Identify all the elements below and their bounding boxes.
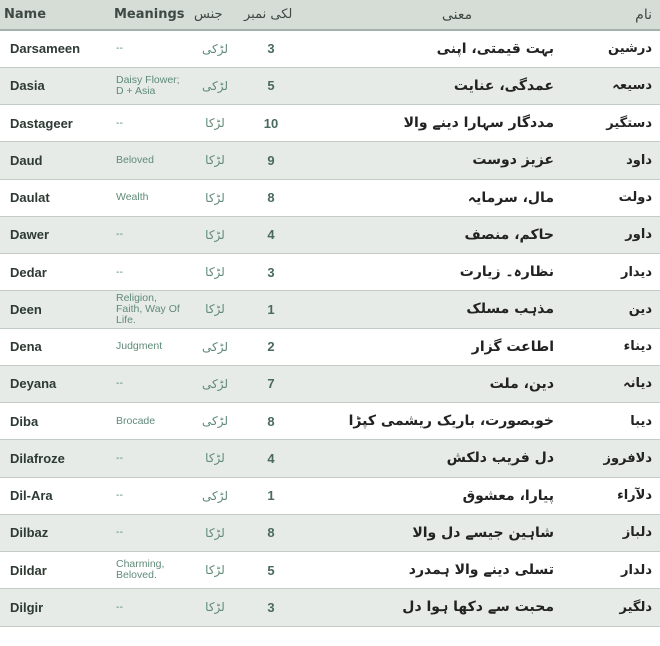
meaning-cell: -- xyxy=(110,440,190,477)
name-cell: Dilgir xyxy=(0,589,110,626)
urdu-meaning-cell: حاکم، منصف xyxy=(302,216,612,253)
urdu-meaning-cell: خوبصورت، باریک ریشمی کپڑا xyxy=(302,403,612,440)
lucky-number-cell: 2 xyxy=(240,328,302,365)
urdu-meaning-cell: تسلی دینے والا ہمدرد xyxy=(302,552,612,589)
meaning-cell: -- xyxy=(110,589,190,626)
lucky-number-cell: 8 xyxy=(240,403,302,440)
urdu-meaning-cell: مال، سرمایہ xyxy=(302,179,612,216)
gender-cell: لڑکا xyxy=(190,514,240,551)
table-row xyxy=(0,105,660,142)
lucky-number-cell: 9 xyxy=(240,142,302,179)
urdu-name-cell: دسیعہ xyxy=(612,67,660,104)
name-cell: Darsameen xyxy=(0,30,110,67)
urdu-meaning-cell: پیارا، معشوق xyxy=(302,477,612,514)
table-row xyxy=(0,179,660,216)
meaning-cell: Charming, Beloved. xyxy=(110,552,190,589)
gender-cell: لڑکی xyxy=(190,328,240,365)
urdu-meaning-cell: مذہب مسلک xyxy=(302,291,612,328)
lucky-number-cell: 10 xyxy=(240,105,302,142)
urdu-meaning-cell: بہت قیمتی، اپنی xyxy=(302,30,612,67)
table-row xyxy=(0,254,660,291)
gender-cell: لڑکا xyxy=(190,552,240,589)
table-row xyxy=(0,440,660,477)
header-urdu-meaning: معنی xyxy=(302,0,612,30)
lucky-number-cell: 4 xyxy=(240,216,302,253)
table-header-row xyxy=(0,0,660,30)
lucky-number-cell: 3 xyxy=(240,589,302,626)
table-body xyxy=(0,30,660,626)
gender-cell: لڑکی xyxy=(190,477,240,514)
lucky-number-cell: 8 xyxy=(240,179,302,216)
lucky-number-cell: 3 xyxy=(240,30,302,67)
header-meanings: Meanings xyxy=(110,0,190,30)
header-name: Name xyxy=(0,0,110,30)
header-gender: جنس xyxy=(190,0,240,30)
gender-cell: لڑکا xyxy=(190,440,240,477)
meaning-cell: -- xyxy=(110,365,190,402)
meaning-cell: Wealth xyxy=(110,179,190,216)
urdu-name-cell: داود xyxy=(612,142,660,179)
meaning-cell: -- xyxy=(110,254,190,291)
urdu-meaning-cell: دین، ملت xyxy=(302,365,612,402)
gender-cell: لڑکی xyxy=(190,403,240,440)
name-cell: Dedar xyxy=(0,254,110,291)
urdu-name-cell: دلباز xyxy=(612,514,660,551)
gender-cell: لڑکا xyxy=(190,216,240,253)
name-cell: Deen xyxy=(0,291,110,328)
table-row xyxy=(0,67,660,104)
meaning-cell: -- xyxy=(110,216,190,253)
urdu-name-cell: داور xyxy=(612,216,660,253)
lucky-number-cell: 3 xyxy=(240,254,302,291)
urdu-name-cell: دولت xyxy=(612,179,660,216)
urdu-meaning-cell: اطاعت گزار xyxy=(302,328,612,365)
meaning-cell: Judgment xyxy=(110,328,190,365)
gender-cell: لڑکی xyxy=(190,30,240,67)
table-row xyxy=(0,30,660,67)
table-row xyxy=(0,142,660,179)
table-row xyxy=(0,403,660,440)
table-row xyxy=(0,589,660,626)
urdu-name-cell: دیناء xyxy=(612,328,660,365)
urdu-name-cell: دستگیر xyxy=(612,105,660,142)
table-row xyxy=(0,365,660,402)
table-row xyxy=(0,477,660,514)
urdu-name-cell: دلافروز xyxy=(612,440,660,477)
name-cell: Dilafroze xyxy=(0,440,110,477)
urdu-meaning-cell: عمدگی، عنایت xyxy=(302,67,612,104)
meaning-cell: -- xyxy=(110,514,190,551)
urdu-meaning-cell: شاہین جیسے دل والا xyxy=(302,514,612,551)
urdu-meaning-cell: دل فریب دلکش xyxy=(302,440,612,477)
urdu-name-cell: دلآراء xyxy=(612,477,660,514)
urdu-name-cell: دلدار xyxy=(612,552,660,589)
meaning-cell: Beloved xyxy=(110,142,190,179)
gender-cell: لڑکا xyxy=(190,291,240,328)
header-urdu-name: نام xyxy=(612,0,660,30)
lucky-number-cell: 7 xyxy=(240,365,302,402)
name-cell: Diba xyxy=(0,403,110,440)
urdu-name-cell: دیبا xyxy=(612,403,660,440)
name-cell: Dildar xyxy=(0,552,110,589)
meaning-cell: -- xyxy=(110,105,190,142)
lucky-number-cell: 5 xyxy=(240,67,302,104)
gender-cell: لڑکا xyxy=(190,589,240,626)
urdu-name-cell: دلگیر xyxy=(612,589,660,626)
name-cell: Dilbaz xyxy=(0,514,110,551)
table-row xyxy=(0,552,660,589)
gender-cell: لڑکا xyxy=(190,179,240,216)
name-cell: Daud xyxy=(0,142,110,179)
meaning-cell: -- xyxy=(110,30,190,67)
table-row xyxy=(0,291,660,328)
meaning-cell: Brocade xyxy=(110,403,190,440)
table-row xyxy=(0,216,660,253)
meaning-cell: Religion, Faith, Way Of Life. xyxy=(110,291,190,328)
header-lucky-number: لکی نمبر xyxy=(240,0,302,30)
name-cell: Daulat xyxy=(0,179,110,216)
table-row xyxy=(0,514,660,551)
meaning-cell: Daisy Flower; D + Asia xyxy=(110,67,190,104)
urdu-meaning-cell: محبت سے دکھا ہوا دل xyxy=(302,589,612,626)
meaning-cell: -- xyxy=(110,477,190,514)
name-cell: Deyana xyxy=(0,365,110,402)
urdu-name-cell: دین xyxy=(612,291,660,328)
name-cell: Dil-Ara xyxy=(0,477,110,514)
gender-cell: لڑکی xyxy=(190,67,240,104)
name-cell: Dasia xyxy=(0,67,110,104)
urdu-name-cell: دیانہ xyxy=(612,365,660,402)
lucky-number-cell: 1 xyxy=(240,291,302,328)
urdu-meaning-cell: نظارہ۔ زیارت xyxy=(302,254,612,291)
urdu-name-cell: درشین xyxy=(612,30,660,67)
name-cell: Dawer xyxy=(0,216,110,253)
gender-cell: لڑکی xyxy=(190,365,240,402)
name-cell: Dastageer xyxy=(0,105,110,142)
gender-cell: لڑکا xyxy=(190,142,240,179)
lucky-number-cell: 4 xyxy=(240,440,302,477)
gender-cell: لڑکا xyxy=(190,254,240,291)
lucky-number-cell: 5 xyxy=(240,552,302,589)
lucky-number-cell: 8 xyxy=(240,514,302,551)
table-row xyxy=(0,328,660,365)
name-cell: Dena xyxy=(0,328,110,365)
lucky-number-cell: 1 xyxy=(240,477,302,514)
urdu-meaning-cell: مددگار سہارا دینے والا xyxy=(302,105,612,142)
gender-cell: لڑکا xyxy=(190,105,240,142)
urdu-meaning-cell: عزیز دوست xyxy=(302,142,612,179)
urdu-name-cell: دیدار xyxy=(612,254,660,291)
